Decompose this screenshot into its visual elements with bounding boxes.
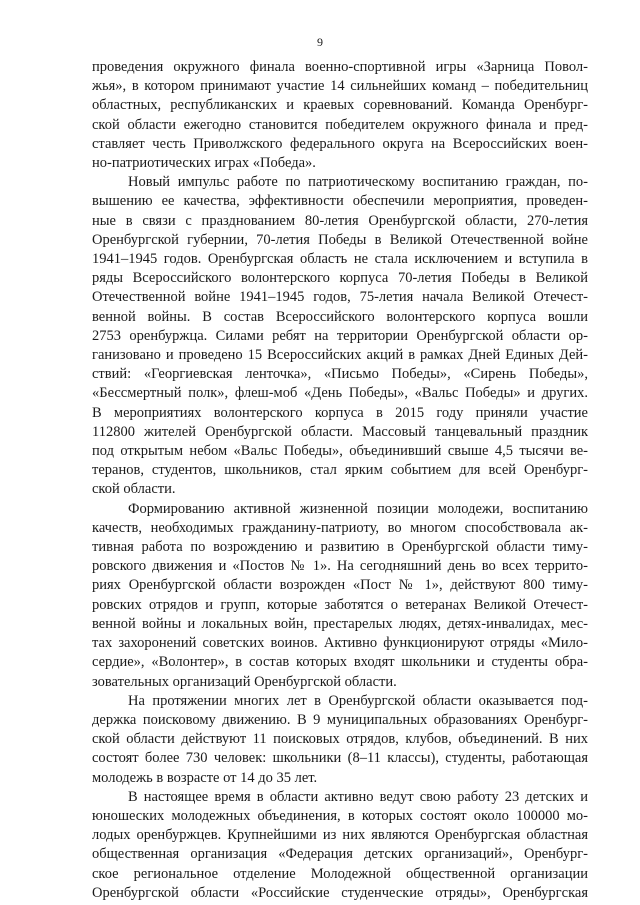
text-line: сердие», «Волонтер», в состав которых входят школьники и студенты обра- bbox=[92, 654, 588, 671]
text-line: В настоящее время в области активно ведут свою работу 23 детских и bbox=[128, 788, 588, 805]
text-line: тах захоронений советских воинов. Активно функционируют отряды «Мило- bbox=[92, 635, 588, 652]
paragraph-zarnitsa bbox=[92, 58, 588, 173]
text-line: лодых оренбуржцев. Крупнейшими из них являются Оренбургская областная bbox=[92, 827, 588, 844]
text-line: молодежь в возрасте от 14 до 35 лет. bbox=[92, 769, 318, 786]
text-line: теранов, студентов, школьников, стал ярким событием для всей Оренбург- bbox=[92, 462, 588, 479]
page-number: 9 bbox=[317, 35, 323, 49]
text-line: тивная работа по возрождению и развитию в Оренбургской области тиму- bbox=[92, 539, 588, 556]
text-line: ные в связи с празднованием 80-летия Оренбургской области, 270-летия bbox=[92, 212, 588, 229]
text-line: ской области. bbox=[92, 481, 176, 498]
text-line: общественная организация «Федерация детских организаций», Оренбург- bbox=[92, 846, 588, 863]
text-line: 1941–1945 годов. Оренбургская область не стала исключением и вступила в bbox=[92, 251, 588, 268]
text-line: В мероприятиях волонтерского корпуса в 2015 году приняли участие bbox=[92, 404, 588, 421]
text-line: качеств, необходимых гражданину-патриоту, во многом способствовала ак- bbox=[92, 519, 588, 536]
document-body bbox=[92, 58, 588, 903]
text-line: вышению ее качества, эффективности обеспечили мероприятия, проведен- bbox=[92, 193, 588, 210]
text-line: Оренбургской губернии, 70-летия Победы в Великой Отечественной войне bbox=[92, 231, 588, 248]
text-line: Отечественной войне 1941–1945 годов, 75-летия начала Великой Отечест- bbox=[92, 289, 588, 306]
text-line: ской области действуют 11 поисковых отрядов, клубов, объединений. В них bbox=[92, 731, 588, 748]
text-line: состоят более 730 человек: школьники (8–11 классы), студенты, работающая bbox=[92, 750, 588, 767]
text-line: ряды Всероссийского волонтерского корпуса 70-летия Победы в Великой bbox=[92, 270, 588, 287]
text-line: ровских отрядов и групп, которые заботятся о ветеранах Великой Отечест- bbox=[92, 596, 588, 613]
text-line: под открытым небом «Вальс Победы», объединивший свыше 4,5 тысячи ве- bbox=[92, 443, 588, 460]
text-line: Формированию активной жизненной позиции молодежи, воспитанию bbox=[128, 500, 588, 517]
text-line: Оренбургской области «Российские студенческие отряды», Оренбургская bbox=[92, 884, 588, 901]
text-line: областных, республиканских и краевых соревнований. Команда Оренбург- bbox=[92, 97, 588, 114]
text-line: ровского движения и «Постов № 1». На сегодняшний день во всех террито- bbox=[92, 558, 588, 575]
text-line: риях Оренбургской области возрожден «Пост № 1», действуют 800 тиму- bbox=[92, 577, 588, 594]
text-line: но-патриотических играх «Победа». bbox=[92, 155, 316, 172]
text-line: ганизовано и проведено 15 Всероссийских акций в рамках Дней Единых Дей- bbox=[92, 347, 588, 364]
text-line: ское региональное отделение Молодежной общественной организации bbox=[92, 865, 588, 882]
text-line: ствий: «Георгиевская ленточка», «Письмо Победы», «Сирень Победы», bbox=[92, 366, 588, 383]
text-line: 2753 оренбуржца. Силами ребят на территории Оренбургской области ор- bbox=[92, 327, 588, 344]
paragraph-youth-associations bbox=[92, 788, 588, 903]
paragraph-volunteer-corps bbox=[92, 173, 588, 499]
text-line: ской области ежегодно становится победителем окружного финала и пред- bbox=[92, 116, 588, 133]
text-line: венной войны и локальных войн, престарелых людях, детях-инвалидах, мес- bbox=[92, 615, 588, 632]
paragraph-search-movement bbox=[92, 692, 588, 788]
paragraph-timur-movement bbox=[92, 500, 588, 692]
text-line: Новый импульс работе по патриотическому воспитанию граждан, по- bbox=[128, 174, 588, 191]
text-line: проведения окружного финала военно-спортивной игры «Зарница Повол- bbox=[92, 59, 588, 75]
text-line: 112800 жителей Оренбургской области. Массовый танцевальный праздник bbox=[92, 423, 588, 440]
text-line: «Бессмертный полк», флеш-моб «День Победы», «Вальс Победы» и других. bbox=[92, 385, 588, 402]
text-line: ставляет честь Приволжского федерального округа на Всероссийских воен- bbox=[92, 135, 588, 152]
text-line: жья», в котором принимают участие 14 сильнейших команд – победительниц bbox=[92, 78, 588, 95]
text-line: юношеских молодежных объединения, в которых состоят около 100000 мо- bbox=[92, 807, 588, 824]
text-line: держка поисковому движению. В 9 муниципальных образованиях Оренбург- bbox=[92, 711, 588, 728]
text-line: венной войны. В состав Всероссийского волонтерского корпуса вошли bbox=[92, 308, 588, 325]
text-line: На протяжении многих лет в Оренбургской области оказывается под- bbox=[128, 692, 588, 709]
text-line: зовательных организаций Оренбургской области. bbox=[92, 673, 397, 690]
